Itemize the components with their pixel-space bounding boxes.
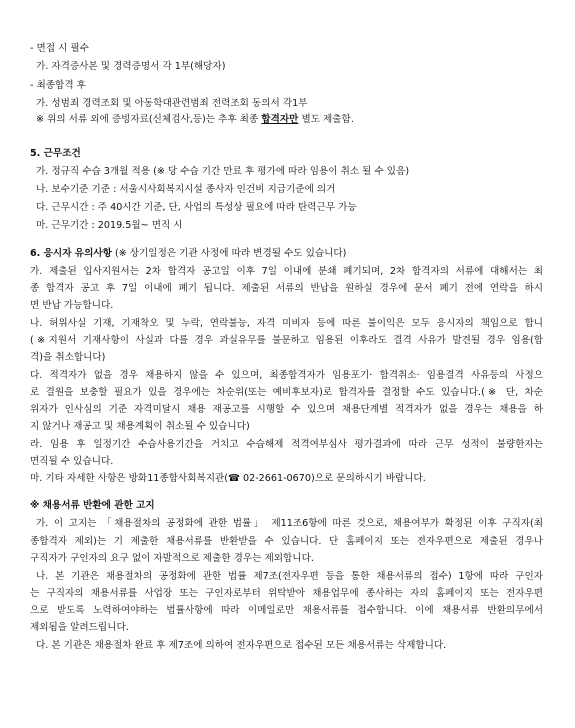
section-5-item: 마. 근무기간 : 2019.5월~ 면직 시: [36, 220, 183, 231]
section-6-line: 위자가 인사심의 기준 자격미달시 채용 재공고를 시행할 수 있으며 채용단계별 적격자가 없을 경우는 채용을 하: [30, 404, 543, 415]
return-notice-line: 는 구직자의 채용서류를 사업장 또는 구인자로부터 위탁받아 채용업무에 종사하는 자의 홈페이지 또는 전자우편: [30, 588, 543, 599]
section-6-title: 6. 응시자 유의사항: [30, 248, 112, 259]
return-notice-line: 다. 본 기관은 채용절차 완료 후 제7조에 의하여 전자우편으로 접수된 모든 채용서류는 삭제합니다.: [36, 640, 447, 651]
section-6-line: 마. 기타 자세한 사항은 방화11종합사회복지관(☎ 02-2661-0670)으로 문의하시기 바랍니다.: [30, 473, 426, 484]
final-item: 가. 성범죄 경력조회 및 아동학대관련범죄 전력조회 동의서 각1부: [36, 98, 308, 109]
interview-heading: - 면접 시 필수: [30, 43, 89, 54]
return-notice-line: 종합격자 제외)는 기 제출한 채용서류를 반환받을 수 있습니다. 단 홈페이지 또는 전자우편으로 제출된 경우나: [30, 536, 543, 547]
section-5-item: 나. 보수기준 기준 : 서울시사회복지시설 종사자 인건비 지급기준에 의거: [36, 184, 336, 195]
section-6-title-note: (※ 상기일정은 기관 사정에 따라 변경될 수도 있습니다): [114, 248, 347, 259]
section-6-line: (※지원서 기재사항이 사실과 다를 경우 과실유무를 불문하고 임용된 이후라도 결격 사유가 발견될 경우 임용(합: [30, 335, 543, 346]
note-text-pre: ※ 위의 서류 외에 증빙자료(신체검사,등)는 추후 최종: [36, 114, 259, 125]
return-notice-line: 으로 받도록 노력하여야하는 법률사항에 따라 이메일로만 채용서류를 접수합니다. 이에 채용서류 반환의무에서: [30, 605, 543, 616]
return-notice-line: 가. 이 고지는 「채용절차의 공정화에 관한 법률」 제11조6항에 따른 것으로, 채용여부가 확정된 이후 구직자(최: [36, 518, 543, 529]
section-6-line: 가. 제출된 입사지원서는 2차 합격자 공고일 이후 7일 이내에 분쇄 폐기되며, 2차 합격자의 서류에 대해서는 최: [30, 266, 543, 277]
section-6-line: 라. 임용 후 일정기간 수습사용기간을 거치고 수습해제 적격여부심사 평가결과에 따라 근무 성적이 불량한자는: [30, 439, 543, 450]
section-6-title-row: [30, 248, 346, 260]
section-6-line: 로 결원을 보충할 필요가 있을 경우에는 차순위(또는 예비후보자)로 합격자를 결정할 수도 있습니다.(※ 단, 차순: [30, 387, 543, 398]
section-5-item: 다. 근무시간 : 주 40시간 기준, 단, 사업의 특성상 필요에 따라 탄력근무 가능: [36, 202, 357, 213]
final-heading: - 최종합격 후: [30, 80, 86, 91]
interview-item: 가. 자격증사본 및 경력증명서 각 1부(해당자): [36, 61, 226, 72]
return-notice-line: 나. 본 기관은 채용절차의 공정화에 관한 법률 제7조(전자우편 등을 통한 채용서류의 접수) 1항에 따라 구인자: [36, 571, 543, 582]
section-6-line: 나. 허위사실 기재, 기재착오 및 누락, 연락불능, 자격 미비자 등에 따른 불이익은 모두 응시자의 책임으로 합니: [30, 318, 543, 329]
section-6-line: 면 반납 가능합니다.: [30, 300, 114, 311]
section-6-line: 종 합격자 공고 후 7일 이내에 폐기 됩니다. 제출된 서류의 반납을 원하실 경우에 문서 폐기 전에 연락을 하시: [30, 283, 543, 294]
return-notice-line: 제외됨을 알려드립니다.: [30, 622, 129, 633]
section-5-title: 5. 근무조건: [30, 148, 81, 159]
note-emphasis: 합격자만: [261, 114, 299, 125]
return-notice-line: 구직자가 구인자의 요구 없이 자발적으로 제출한 경우는 제외합니다.: [30, 553, 314, 564]
documents-note: [36, 114, 354, 126]
section-6-line: 지 않거나 재공고 및 채용계획이 취소될 수 있습니다): [30, 421, 250, 432]
section-6-line: 격)을 취소합니다): [30, 352, 106, 363]
return-notice-title: ※ 채용서류 반환에 관한 고지: [30, 500, 155, 511]
section-6-line: 다. 적격자가 없을 경우 채용하지 않을 수 있으며, 최종합격자가 임용포기· 합격취소· 임용결격 사유등의 사정으: [30, 370, 543, 381]
section-6-line: 면직될 수 있습니다.: [30, 456, 114, 467]
note-text-post: 별도 제출함.: [301, 114, 354, 125]
section-5-item: 가. 정규직 수습 3개월 적용 (※ 당 수습 기간 만료 후 평가에 따라 임용이 취소 될 수 있음): [36, 166, 410, 177]
